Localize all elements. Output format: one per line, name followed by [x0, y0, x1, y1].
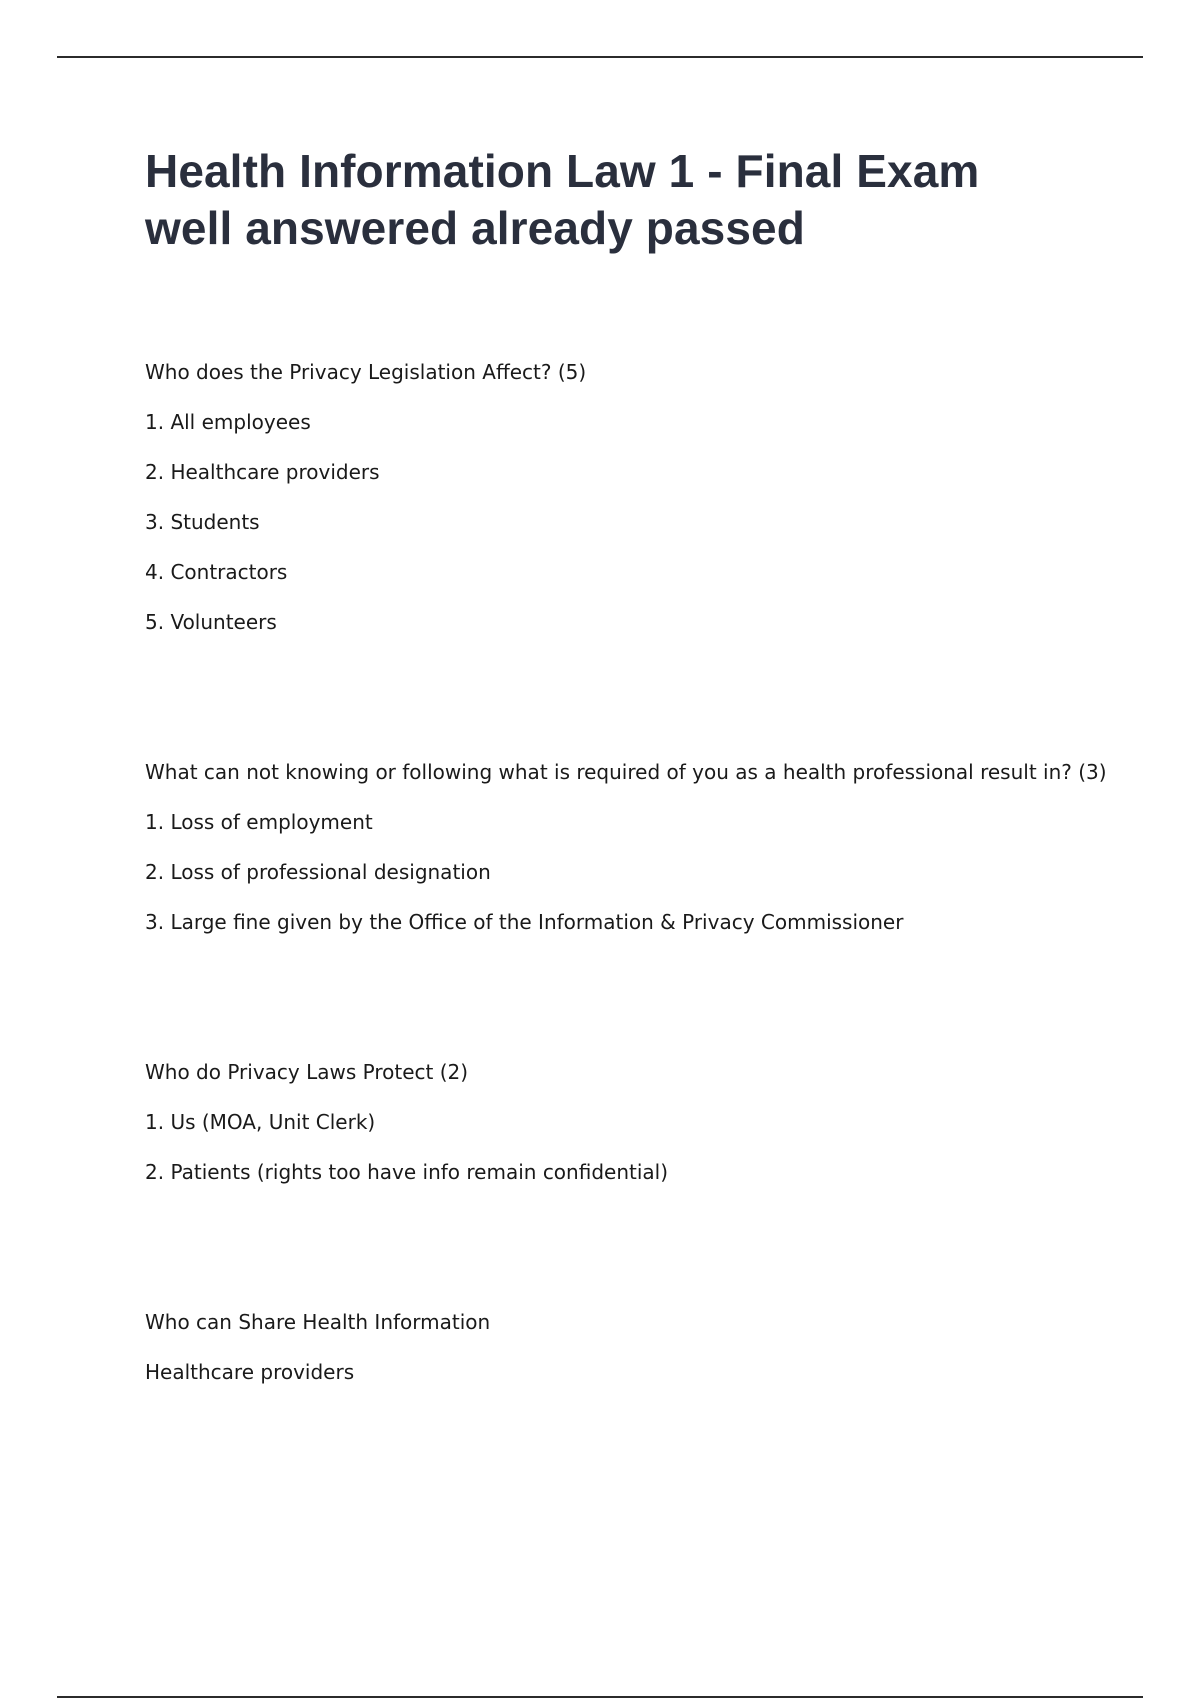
answer-item: Healthcare providers — [145, 1360, 355, 1384]
answer-item: 2. Patients (rights too have info remain confidential) — [145, 1160, 669, 1184]
answer-item: 3. Students — [145, 510, 260, 534]
page-title — [145, 143, 1125, 257]
answer-item: 1. Loss of employment — [145, 810, 373, 834]
question: Who do Privacy Laws Protect (2) — [145, 1060, 469, 1084]
qa-section-privacy-protection — [145, 1060, 1145, 1184]
title-line-1: Health Information Law 1 - Final Exam — [145, 145, 980, 197]
answer-item: 2. Loss of professional designation — [145, 860, 491, 884]
answer-item: 5. Volunteers — [145, 610, 277, 634]
qa-section-consequences — [145, 760, 1145, 934]
qa-section-privacy-legislation — [145, 360, 1145, 634]
answer-item: 1. All employees — [145, 410, 311, 434]
top-divider — [57, 56, 1143, 58]
answer-item: 2. Healthcare providers — [145, 460, 380, 484]
question: Who can Share Health Information — [145, 1310, 491, 1334]
question: What can not knowing or following what is required of you as a health professional result in? (3) — [145, 760, 1107, 784]
title-line-2: well answered already passed — [145, 202, 805, 254]
question: Who does the Privacy Legislation Affect? (5) — [145, 360, 587, 384]
answer-item: 1. Us (MOA, Unit Clerk) — [145, 1110, 376, 1134]
answer-item: 4. Contractors — [145, 560, 288, 584]
answer-item: 3. Large fine given by the Office of the Information & Privacy Commissioner — [145, 910, 904, 934]
bottom-divider — [57, 1696, 1143, 1698]
qa-section-share-health-info — [145, 1310, 1145, 1384]
